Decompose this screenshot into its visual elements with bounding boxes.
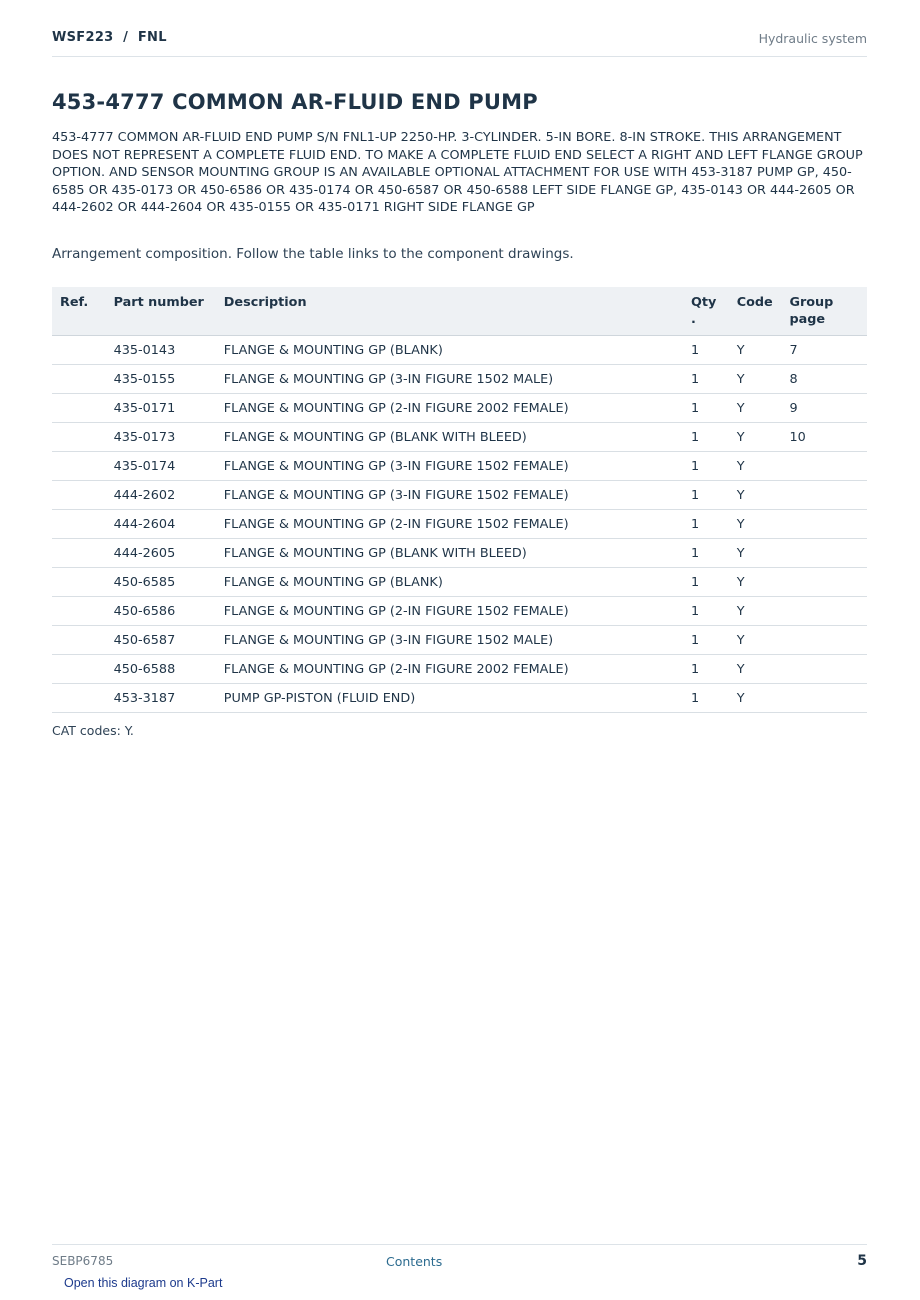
col-ref: Ref. [52, 287, 114, 336]
col-qty: Qty . [691, 287, 737, 336]
page-footer [52, 1244, 867, 1275]
code-cell: Y [737, 597, 790, 626]
description-cell: FLANGE & MOUNTING GP (BLANK) [224, 336, 691, 365]
ref-cell [52, 336, 114, 365]
description-cell: FLANGE & MOUNTING GP (3-IN FIGURE 1502 MALE) [224, 626, 691, 655]
document-id: SEBP6785 [52, 1254, 114, 1268]
code-cell: Y [737, 365, 790, 394]
breadcrumb: WSF223 / FNL [52, 30, 167, 45]
page-number: 5 [857, 1253, 867, 1269]
part-number-cell: 444-2602 [114, 481, 224, 510]
part-number-link[interactable]: 435-0155 [114, 365, 224, 394]
cat-codes-note: CAT codes: Y. [52, 723, 134, 738]
qty-cell: 1 [691, 336, 737, 365]
code-cell: Y [737, 626, 790, 655]
code-cell: Y [737, 336, 790, 365]
group-page-cell [789, 568, 867, 597]
description-cell: FLANGE & MOUNTING GP (BLANK WITH BLEED) [224, 539, 691, 568]
qty-cell: 1 [691, 568, 737, 597]
group-page-link[interactable]: 8 [789, 365, 867, 394]
description-cell: FLANGE & MOUNTING GP (3-IN FIGURE 1502 FEMALE) [224, 452, 691, 481]
col-description: Description [224, 287, 691, 336]
table-row [52, 365, 867, 394]
description-cell: FLANGE & MOUNTING GP (2-IN FIGURE 1502 FEMALE) [224, 597, 691, 626]
group-page-link[interactable]: 7 [789, 336, 867, 365]
parts-table-body [52, 336, 867, 713]
kpart-link[interactable]: Open this diagram on K-Part [64, 1276, 223, 1290]
description-cell: FLANGE & MOUNTING GP (2-IN FIGURE 2002 FEMALE) [224, 655, 691, 684]
table-row [52, 655, 867, 684]
qty-cell: 1 [691, 655, 737, 684]
description-cell: FLANGE & MOUNTING GP (2-IN FIGURE 2002 FEMALE) [224, 394, 691, 423]
group-page-cell [789, 626, 867, 655]
part-number-link[interactable]: 435-0143 [114, 336, 224, 365]
part-number-cell: 450-6585 [114, 568, 224, 597]
qty-cell: 1 [691, 510, 737, 539]
qty-cell: 1 [691, 626, 737, 655]
table-row [52, 684, 867, 713]
ref-cell [52, 655, 114, 684]
description-cell: FLANGE & MOUNTING GP (3-IN FIGURE 1502 MALE) [224, 365, 691, 394]
qty-cell: 1 [691, 684, 737, 713]
qty-cell: 1 [691, 539, 737, 568]
ref-cell [52, 539, 114, 568]
table-row [52, 423, 867, 452]
group-page-cell [789, 684, 867, 713]
ref-cell [52, 423, 114, 452]
code-cell: Y [737, 539, 790, 568]
ref-cell [52, 394, 114, 423]
col-code: Code [737, 287, 790, 336]
parts-table-header [52, 287, 867, 336]
description-cell: FLANGE & MOUNTING GP (BLANK) [224, 568, 691, 597]
code-cell: Y [737, 452, 790, 481]
ref-cell [52, 568, 114, 597]
table-row [52, 481, 867, 510]
table-row [52, 568, 867, 597]
part-number-cell: 450-6586 [114, 597, 224, 626]
contents-link[interactable]: Contents [386, 1254, 443, 1269]
code-cell: Y [737, 423, 790, 452]
col-group-page: Group page [789, 287, 867, 336]
table-row [52, 394, 867, 423]
page-header [52, 28, 867, 57]
table-row [52, 510, 867, 539]
section-name: Hydraulic system [758, 31, 867, 46]
part-number-cell: 444-2605 [114, 539, 224, 568]
table-row [52, 597, 867, 626]
part-number-cell: 453-3187 [114, 684, 224, 713]
group-page-link[interactable]: 10 [789, 423, 867, 452]
part-number-link[interactable]: 435-0171 [114, 394, 224, 423]
code-cell: Y [737, 655, 790, 684]
parts-table [52, 287, 867, 713]
code-cell: Y [737, 510, 790, 539]
part-number-cell: 450-6588 [114, 655, 224, 684]
code-cell: Y [737, 684, 790, 713]
intro-text: Arrangement composition. Follow the table links to the component drawings. [52, 246, 574, 262]
ref-cell [52, 481, 114, 510]
code-cell: Y [737, 481, 790, 510]
group-page-cell [789, 481, 867, 510]
code-cell: Y [737, 394, 790, 423]
qty-cell: 1 [691, 597, 737, 626]
arrangement-description: 453-4777 COMMON AR-FLUID END PUMP S/N FNL1-UP 2250-HP. 3-CYLINDER. 5-IN BORE. 8-IN STROKE. THIS ARRANGEMENT DOES NOT REPRESENT A COMPLETE FLUID END. TO MAKE A COMPLETE FLUID END SELECT A RIGHT AND LEFT FLANGE GROUP OPTION. AND SENSOR MOUNTING GROUP IS AN AVAILABLE OPTIONAL ATTACHMENT FOR USE WITH 453-3187 PUMP GP, 450-6585 OR 435-0173 OR 450-6586 OR 435-0174 OR 450-6587 OR 450-6588 LEFT SIDE FLANGE GP, 435-0143 OR 444-2605 OR 444-2602 OR 444-2604 OR 435-0155 OR 435-0171 RIGHT SIDE FLANGE GP [52, 130, 863, 215]
part-number-cell: 435-0174 [114, 452, 224, 481]
group-page-cell [789, 452, 867, 481]
group-page-cell [789, 597, 867, 626]
group-page-cell [789, 539, 867, 568]
code-cell: Y [737, 568, 790, 597]
qty-cell: 1 [691, 394, 737, 423]
qty-cell: 1 [691, 423, 737, 452]
ref-cell [52, 626, 114, 655]
header-row [52, 287, 867, 336]
group-page-cell [789, 510, 867, 539]
part-number-cell: 444-2604 [114, 510, 224, 539]
table-row [52, 452, 867, 481]
part-number-cell: 450-6587 [114, 626, 224, 655]
qty-cell: 1 [691, 452, 737, 481]
description-cell: PUMP GP-PISTON (FLUID END) [224, 684, 691, 713]
group-page-cell [789, 655, 867, 684]
description-cell: FLANGE & MOUNTING GP (BLANK WITH BLEED) [224, 423, 691, 452]
col-part-number: Part number [114, 287, 224, 336]
qty-cell: 1 [691, 481, 737, 510]
qty-cell: 1 [691, 365, 737, 394]
ref-cell [52, 452, 114, 481]
ref-cell [52, 597, 114, 626]
part-number-link[interactable]: 435-0173 [114, 423, 224, 452]
page-title: 453-4777 COMMON AR-FLUID END PUMP [52, 90, 538, 114]
description-cell: FLANGE & MOUNTING GP (3-IN FIGURE 1502 FEMALE) [224, 481, 691, 510]
ref-cell [52, 510, 114, 539]
ref-cell [52, 365, 114, 394]
table-row [52, 336, 867, 365]
table-row [52, 539, 867, 568]
group-page-link[interactable]: 9 [789, 394, 867, 423]
description-cell: FLANGE & MOUNTING GP (2-IN FIGURE 1502 FEMALE) [224, 510, 691, 539]
table-row [52, 626, 867, 655]
ref-cell [52, 684, 114, 713]
